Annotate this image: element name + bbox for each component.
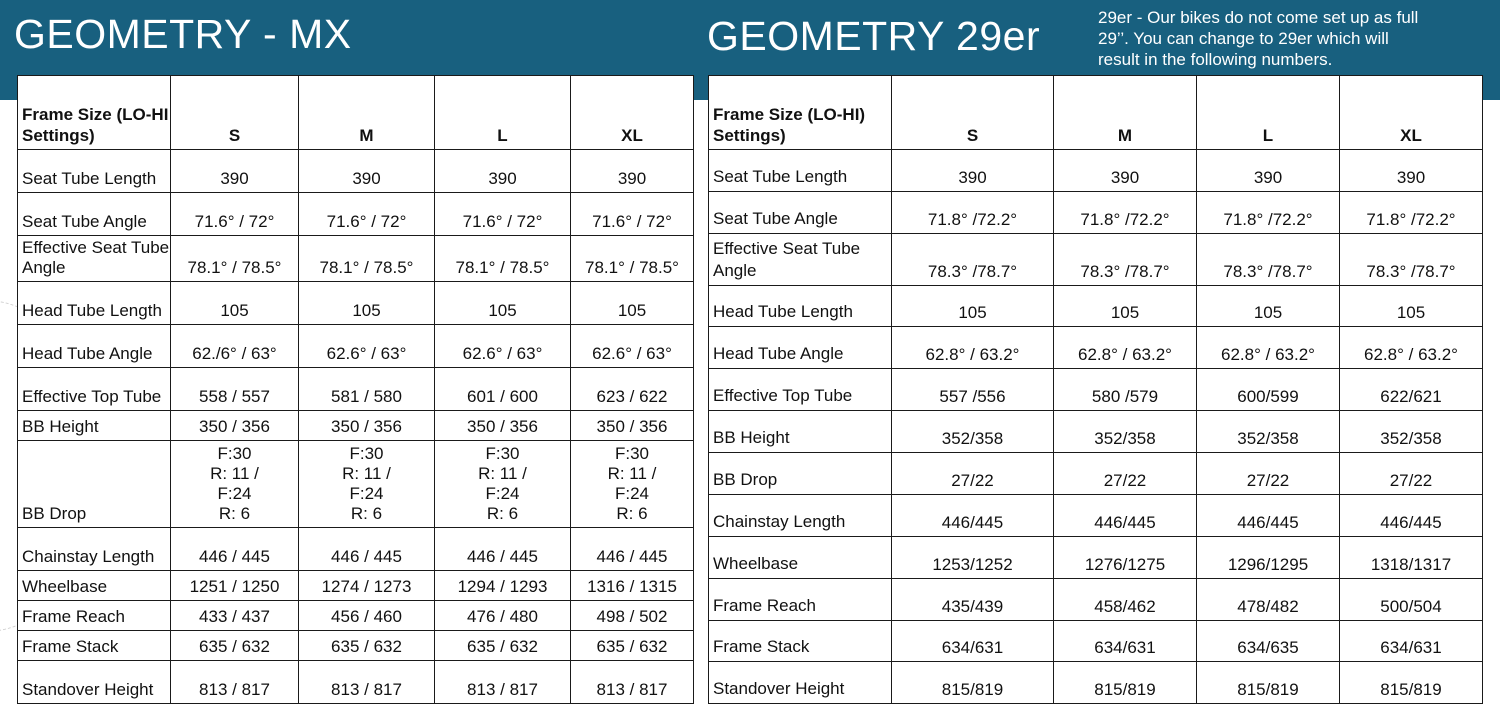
table-cell: 390	[1054, 150, 1197, 192]
table-row	[709, 662, 1483, 704]
table-cell: 62.8° / 63.2°	[1340, 327, 1483, 369]
table-cell: 500/504	[1340, 579, 1483, 621]
table-row	[18, 150, 694, 193]
table-row	[18, 661, 694, 704]
table-cell: 71.6° / 72°	[171, 193, 299, 236]
table-row	[709, 192, 1483, 234]
table-cell: 78.1° / 78.5°	[435, 236, 571, 282]
table-cell: 446/445	[1340, 495, 1483, 537]
table-row	[18, 325, 694, 368]
mx-geometry-title: GEOMETRY - MX	[14, 11, 352, 57]
table-cell: 62./6° / 63°	[171, 325, 299, 368]
table-cell: 1316 / 1315	[571, 571, 694, 601]
size-m-header: M	[1054, 76, 1197, 150]
table-cell: 476 / 480	[435, 601, 571, 631]
table-cell: 1253/1252	[892, 537, 1054, 579]
row-label: Chainstay Length	[18, 528, 171, 571]
row-label: BB Drop	[18, 441, 171, 528]
table-row	[709, 150, 1483, 192]
size-l-header: L	[435, 76, 571, 150]
table-cell: 27/22	[1197, 453, 1340, 495]
table-row	[18, 528, 694, 571]
table-cell: 78.3° /78.7°	[892, 234, 1054, 286]
size-s-header: S	[892, 76, 1054, 150]
table-cell: 634/631	[1340, 621, 1483, 662]
table-row	[18, 368, 694, 411]
table-cell: 813 / 817	[571, 661, 694, 704]
table-cell: 27/22	[892, 453, 1054, 495]
row-label: BB Height	[18, 411, 171, 441]
table-cell: 390	[171, 150, 299, 193]
row-label: Head Tube Angle	[709, 327, 892, 369]
table-cell: 581 / 580	[299, 368, 435, 411]
table-row	[18, 571, 694, 601]
row-label: Standover Height	[709, 662, 892, 704]
frame-size-header: Frame Size (LO-HI Settings)	[18, 76, 171, 150]
table-cell: 498 / 502	[571, 601, 694, 631]
table-cell: 62.8° / 63.2°	[1197, 327, 1340, 369]
table-cell: 815/819	[1197, 662, 1340, 704]
table-cell: 557 /556	[892, 369, 1054, 411]
table-cell: 62.8° / 63.2°	[892, 327, 1054, 369]
29er-note: 29er - Our bikes do not come set up as full 29’’. You can change to 29er which will result in the following numbers.	[1098, 8, 1419, 69]
table-cell: 815/819	[1054, 662, 1197, 704]
table-row	[709, 234, 1483, 286]
row-label: Seat Tube Angle	[18, 193, 171, 236]
row-label: BB Height	[709, 411, 892, 453]
table-row	[18, 236, 694, 282]
table-cell: 622/621	[1340, 369, 1483, 411]
table-cell: 78.3° /78.7°	[1340, 234, 1483, 286]
table-cell: 446 / 445	[171, 528, 299, 571]
size-m-header: M	[299, 76, 435, 150]
table-cell: 601 / 600	[435, 368, 571, 411]
table-cell: 1274 / 1273	[299, 571, 435, 601]
table-cell: 1296/1295	[1197, 537, 1340, 579]
row-label: Seat Tube Length	[18, 150, 171, 193]
table-cell: 62.6° / 63°	[571, 325, 694, 368]
row-label: Standover Height	[18, 661, 171, 704]
29er-header-row	[709, 76, 1483, 150]
table-cell: 635 / 632	[171, 631, 299, 661]
table-cell: 390	[892, 150, 1054, 192]
table-cell: 1318/1317	[1340, 537, 1483, 579]
row-label: Head Tube Angle	[18, 325, 171, 368]
table-cell: 78.3° /78.7°	[1197, 234, 1340, 286]
table-cell: 815/819	[892, 662, 1054, 704]
row-label: Chainstay Length	[709, 495, 892, 537]
table-cell: 105	[1197, 286, 1340, 327]
table-row	[18, 193, 694, 236]
table-cell: 71.8° /72.2°	[1340, 192, 1483, 234]
table-cell: 446/445	[1054, 495, 1197, 537]
table-cell: F:30 R: 11 / F:24 R: 6	[435, 441, 571, 528]
table-cell: 105	[435, 282, 571, 325]
mx-geometry-table	[17, 75, 694, 704]
table-cell: 433 / 437	[171, 601, 299, 631]
table-cell: 71.8° /72.2°	[1054, 192, 1197, 234]
table-cell: 1251 / 1250	[171, 571, 299, 601]
table-cell: 478/482	[1197, 579, 1340, 621]
size-s-header: S	[171, 76, 299, 150]
table-row	[709, 369, 1483, 411]
row-label: Effective Seat Tube Angle	[18, 236, 171, 282]
table-cell: 352/358	[1340, 411, 1483, 453]
table-cell: F:30 R: 11 / F:24 R: 6	[299, 441, 435, 528]
table-row	[709, 621, 1483, 662]
table-cell: 350 / 356	[171, 411, 299, 441]
row-label: Seat Tube Length	[709, 150, 892, 192]
table-cell: 27/22	[1340, 453, 1483, 495]
table-cell: 352/358	[892, 411, 1054, 453]
table-cell: 446/445	[1197, 495, 1340, 537]
table-cell: 813 / 817	[171, 661, 299, 704]
table-cell: 71.8° /72.2°	[1197, 192, 1340, 234]
table-cell: 446 / 445	[299, 528, 435, 571]
table-cell: 623 / 622	[571, 368, 694, 411]
table-cell: 78.1° / 78.5°	[299, 236, 435, 282]
table-cell: 105	[571, 282, 694, 325]
row-label: Effective Top Tube	[18, 368, 171, 411]
row-label: Effective Top Tube	[709, 369, 892, 411]
table-cell: 105	[1340, 286, 1483, 327]
table-cell: 435/439	[892, 579, 1054, 621]
table-cell: 634/635	[1197, 621, 1340, 662]
table-cell: 1276/1275	[1054, 537, 1197, 579]
row-label: Effective Seat Tube Angle	[709, 234, 892, 286]
table-cell: 813 / 817	[299, 661, 435, 704]
table-cell: 390	[571, 150, 694, 193]
table-cell: 350 / 356	[299, 411, 435, 441]
table-row	[709, 453, 1483, 495]
size-xl-header: XL	[571, 76, 694, 150]
table-cell: 600/599	[1197, 369, 1340, 411]
table-cell: 62.8° / 63.2°	[1054, 327, 1197, 369]
table-cell: 580 /579	[1054, 369, 1197, 411]
row-label: Frame Reach	[18, 601, 171, 631]
table-cell: 78.1° / 78.5°	[571, 236, 694, 282]
table-cell: 350 / 356	[571, 411, 694, 441]
table-cell: 635 / 632	[299, 631, 435, 661]
table-cell: 390	[1197, 150, 1340, 192]
row-label: Head Tube Length	[709, 286, 892, 327]
table-cell: 635 / 632	[571, 631, 694, 661]
table-cell: 78.3° /78.7°	[1054, 234, 1197, 286]
table-row	[709, 495, 1483, 537]
table-cell: 71.6° / 72°	[571, 193, 694, 236]
29er-geometry-table	[708, 75, 1483, 704]
table-cell: 446/445	[892, 495, 1054, 537]
table-cell: 456 / 460	[299, 601, 435, 631]
table-row	[709, 579, 1483, 621]
table-cell: F:30 R: 11 / F:24 R: 6	[171, 441, 299, 528]
table-cell: 78.1° / 78.5°	[171, 236, 299, 282]
table-cell: 558 / 557	[171, 368, 299, 411]
mx-header-row	[18, 76, 694, 150]
table-cell: 390	[435, 150, 571, 193]
table-cell: 1294 / 1293	[435, 571, 571, 601]
table-cell: 815/819	[1340, 662, 1483, 704]
size-xl-header: XL	[1340, 76, 1483, 150]
row-label: Wheelbase	[18, 571, 171, 601]
table-cell: 105	[1054, 286, 1197, 327]
table-cell: 446 / 445	[571, 528, 694, 571]
table-cell: 352/358	[1197, 411, 1340, 453]
table-cell: 62.6° / 63°	[299, 325, 435, 368]
table-row	[18, 631, 694, 661]
row-label: Head Tube Length	[18, 282, 171, 325]
table-cell: 71.8° /72.2°	[892, 192, 1054, 234]
table-cell: 635 / 632	[435, 631, 571, 661]
size-l-header: L	[1197, 76, 1340, 150]
table-cell: 446 / 445	[435, 528, 571, 571]
table-row	[709, 286, 1483, 327]
row-label: Frame Reach	[709, 579, 892, 621]
table-cell: 352/358	[1054, 411, 1197, 453]
table-cell: 350 / 356	[435, 411, 571, 441]
table-cell: 390	[1340, 150, 1483, 192]
frame-size-header: Frame Size (LO-HI) Settings)	[709, 76, 892, 150]
table-cell: 71.6° / 72°	[435, 193, 571, 236]
table-row	[18, 441, 694, 528]
table-cell: 71.6° / 72°	[299, 193, 435, 236]
29er-geometry-title: GEOMETRY 29er	[707, 13, 1041, 59]
row-label: Seat Tube Angle	[709, 192, 892, 234]
table-row	[18, 601, 694, 631]
table-cell: 62.6° / 63°	[435, 325, 571, 368]
table-cell: 105	[299, 282, 435, 325]
table-cell: 27/22	[1054, 453, 1197, 495]
table-cell: F:30 R: 11 / F:24 R: 6	[571, 441, 694, 528]
row-label: Frame Stack	[709, 621, 892, 662]
table-cell: 458/462	[1054, 579, 1197, 621]
table-cell: 105	[171, 282, 299, 325]
table-cell: 105	[892, 286, 1054, 327]
table-row	[709, 411, 1483, 453]
table-cell: 390	[299, 150, 435, 193]
table-row	[18, 411, 694, 441]
row-label: Wheelbase	[709, 537, 892, 579]
table-cell: 634/631	[892, 621, 1054, 662]
table-cell: 813 / 817	[435, 661, 571, 704]
row-label: Frame Stack	[18, 631, 171, 661]
table-cell: 634/631	[1054, 621, 1197, 662]
table-row	[709, 537, 1483, 579]
table-row	[18, 282, 694, 325]
table-row	[709, 327, 1483, 369]
row-label: BB Drop	[709, 453, 892, 495]
